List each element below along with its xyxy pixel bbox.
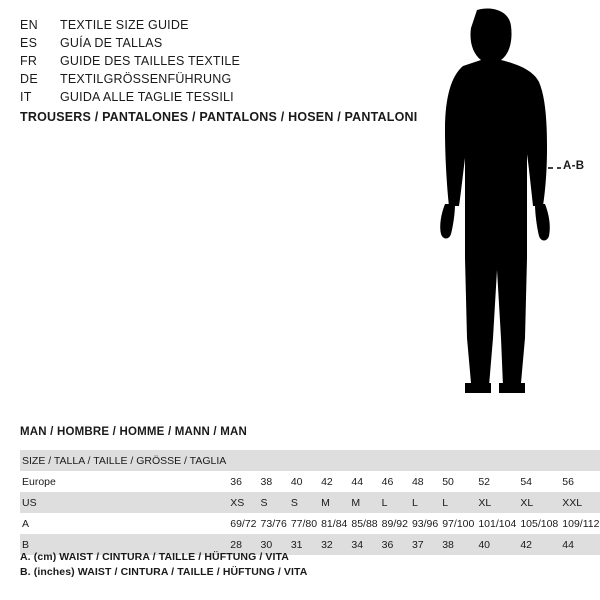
language-row-fr xyxy=(20,52,420,70)
cell: 44 xyxy=(351,475,364,488)
cell: 46 xyxy=(381,475,394,488)
language-code-it: IT xyxy=(20,90,32,104)
cell xyxy=(380,450,410,471)
language-text-en: TEXTILE SIZE GUIDE xyxy=(60,18,189,32)
cell: 85/88 xyxy=(351,517,378,530)
cell: 42 xyxy=(321,475,333,488)
cell: 97/100 xyxy=(442,517,475,530)
table-row xyxy=(20,471,600,492)
cell xyxy=(228,450,258,471)
cell xyxy=(259,450,289,471)
language-text-es: GUÍA DE TALLAS xyxy=(60,36,163,50)
cell: XXL xyxy=(560,492,600,513)
cell: 40 xyxy=(476,534,518,555)
language-code-fr: FR xyxy=(20,54,38,68)
cell xyxy=(319,450,349,471)
male-figure-icon xyxy=(405,8,595,408)
cell: 38 xyxy=(260,475,273,488)
cell: 38 xyxy=(440,534,476,555)
cell: 40 xyxy=(290,475,303,488)
cell: 37 xyxy=(410,534,440,555)
row-label: A xyxy=(22,517,30,530)
footnote-a: A. (cm) WAIST / CINTURA / TAILLE / HÜFTUNG / VITA xyxy=(20,551,289,563)
cell: XL xyxy=(518,492,560,513)
cell: 34 xyxy=(349,534,379,555)
cell xyxy=(476,450,518,471)
trousers-figure-illustration xyxy=(405,8,595,408)
cell xyxy=(518,450,560,471)
language-text-de: TEXTILGRÖSSENFÜHRUNG xyxy=(60,72,232,86)
row-label: SIZE / TALLA / TAILLE / GRÖSSE / TAGLIA xyxy=(20,450,228,471)
row-label: US xyxy=(20,492,228,513)
language-row-de xyxy=(20,70,420,88)
cell xyxy=(349,450,379,471)
language-code-de: DE xyxy=(20,72,38,86)
table-row xyxy=(20,513,600,534)
cell: L xyxy=(380,492,410,513)
cell xyxy=(560,450,600,471)
cell: 30 xyxy=(259,534,289,555)
cell: S xyxy=(259,492,289,513)
cell: 32 xyxy=(319,534,349,555)
cell xyxy=(410,450,440,471)
language-text-it: GUIDA ALLE TAGLIE TESSILI xyxy=(60,90,234,104)
cell: 44 xyxy=(560,534,600,555)
language-code-en: EN xyxy=(20,18,38,32)
cell: 77/80 xyxy=(290,517,318,530)
language-row-it xyxy=(20,88,420,106)
cell: 50 xyxy=(442,475,454,488)
cell: L xyxy=(440,492,476,513)
cell: XS xyxy=(228,492,258,513)
cell: 69/72 xyxy=(230,517,257,530)
language-list xyxy=(20,16,420,106)
table-row xyxy=(20,492,600,513)
cell: 54 xyxy=(520,475,532,488)
cell: 81/84 xyxy=(321,517,348,530)
row-label: Europe xyxy=(22,475,56,488)
table-row xyxy=(20,450,600,471)
cell: 56 xyxy=(562,475,574,488)
size-table xyxy=(20,450,600,555)
row-label: B xyxy=(20,534,228,555)
garment-type-title: TROUSERS / PANTALONES / PANTALONS / HOSEN / PANTALONI xyxy=(20,110,418,124)
cell: 105/108 xyxy=(520,517,559,530)
cell: 109/112 xyxy=(562,517,600,530)
language-text-fr: GUIDE DES TAILLES TEXTILE xyxy=(60,54,241,68)
language-row-en xyxy=(20,16,420,34)
cell: 28 xyxy=(228,534,258,555)
language-row-es xyxy=(20,34,420,52)
footnote-b: B. (inches) WAIST / CINTURA / TAILLE / HÜFTUNG / VITA xyxy=(20,566,308,578)
language-code-es: ES xyxy=(20,36,38,50)
table-section-title: MAN / HOMBRE / HOMME / MANN / MAN xyxy=(20,426,248,438)
cell: 31 xyxy=(289,534,319,555)
cell: 42 xyxy=(518,534,560,555)
cell: 36 xyxy=(380,534,410,555)
cell: 73/76 xyxy=(260,517,287,530)
cell: L xyxy=(410,492,440,513)
cell: M xyxy=(319,492,349,513)
cell: 89/92 xyxy=(381,517,408,530)
cell: XL xyxy=(476,492,518,513)
footnotes xyxy=(20,550,307,580)
cell: 36 xyxy=(230,475,242,488)
cell: 93/96 xyxy=(411,517,439,530)
cell: 48 xyxy=(411,475,424,488)
measure-label-ab: A-B xyxy=(563,160,585,172)
cell: 101/104 xyxy=(478,517,517,530)
cell xyxy=(440,450,476,471)
cell: 52 xyxy=(478,475,491,488)
cell: S xyxy=(289,492,319,513)
cell xyxy=(289,450,319,471)
cell: M xyxy=(349,492,379,513)
